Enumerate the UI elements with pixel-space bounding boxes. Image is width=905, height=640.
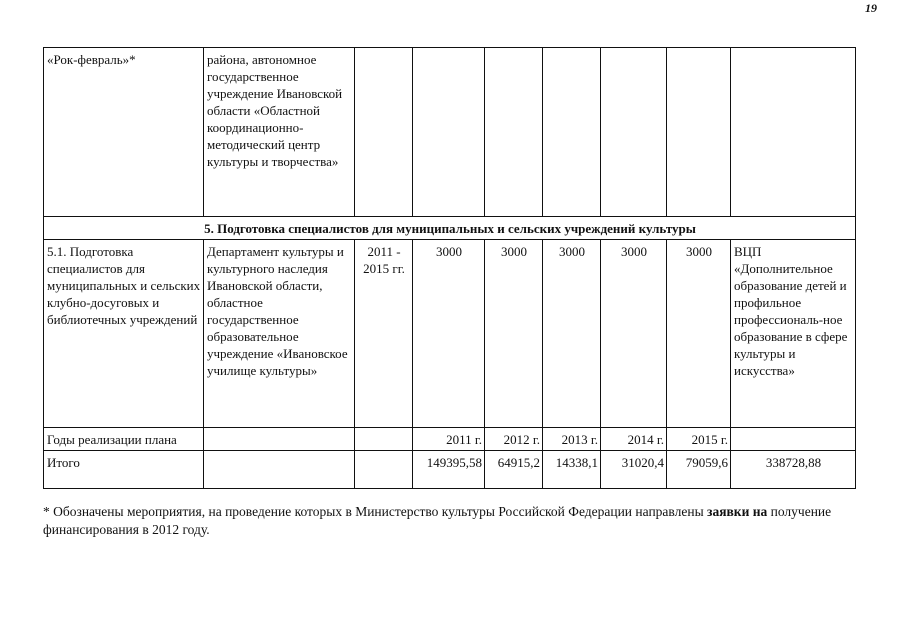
- total-label: Итого: [44, 451, 204, 489]
- value-cell-2013: 3000: [543, 240, 601, 428]
- year-2011: 2011 г.: [413, 428, 485, 451]
- footnote-bold-text: заявки на: [707, 504, 768, 519]
- program-cell: ВЦП «Дополнительное образование детей и профильное профессиональ-ное образование в сфере культуры и искусства»: [731, 240, 856, 428]
- year-2014: 2014 г.: [601, 428, 667, 451]
- value-cell-2012: 3000: [485, 240, 543, 428]
- total-2014: 31020,4: [601, 451, 667, 489]
- value-cell-2015: 3000: [667, 240, 731, 428]
- years-label: Годы реализации плана: [44, 428, 204, 451]
- footnote: [43, 503, 855, 539]
- year-2012: 2012 г.: [485, 428, 543, 451]
- total-2011: 149395,58: [413, 451, 485, 489]
- year-2015: 2015 г.: [667, 428, 731, 451]
- plan-table: [43, 47, 856, 489]
- value-cell-2011: 3000: [413, 240, 485, 428]
- event-cell: 5.1. Подготовка специалистов для муниципальных и сельских клубно-досуговых и библиотечных учреждений: [44, 240, 204, 428]
- value-cell-2014: 3000: [601, 240, 667, 428]
- event-cell: «Рок-февраль»*: [44, 48, 204, 217]
- total-2013: 14338,1: [543, 451, 601, 489]
- table-row-continued: [44, 48, 856, 217]
- executor-cell: Департамент культуры и культурного наследия Ивановской области, областное государственное образовательное учреждение «Ивановское училище культуры»: [204, 240, 355, 428]
- years-row: [44, 428, 856, 451]
- page-number: 19: [865, 1, 877, 15]
- total-row: [44, 451, 856, 489]
- executor-cell: района, автономное государственное учреждение Ивановской области «Областной координационно-методический центр культуры и творчества»: [204, 48, 355, 217]
- year-2013: 2013 г.: [543, 428, 601, 451]
- total-2012: 64915,2: [485, 451, 543, 489]
- footnote-text-end: получение финансирования в 2012 году.: [43, 504, 832, 537]
- section-title: 5. Подготовка специалистов для муниципальных и сельских учреждений культуры: [44, 217, 856, 240]
- total-2015: 79059,6: [667, 451, 731, 489]
- grand-total: 338728,88: [731, 451, 856, 489]
- period-cell: 2011 - 2015 гг.: [355, 240, 413, 428]
- section-header-row: [44, 217, 856, 240]
- table-row-5-1: [44, 240, 856, 428]
- footnote-text: * Обозначены мероприятия, на проведение которых в Министерство культуры Российской Федерации направлены: [43, 504, 708, 519]
